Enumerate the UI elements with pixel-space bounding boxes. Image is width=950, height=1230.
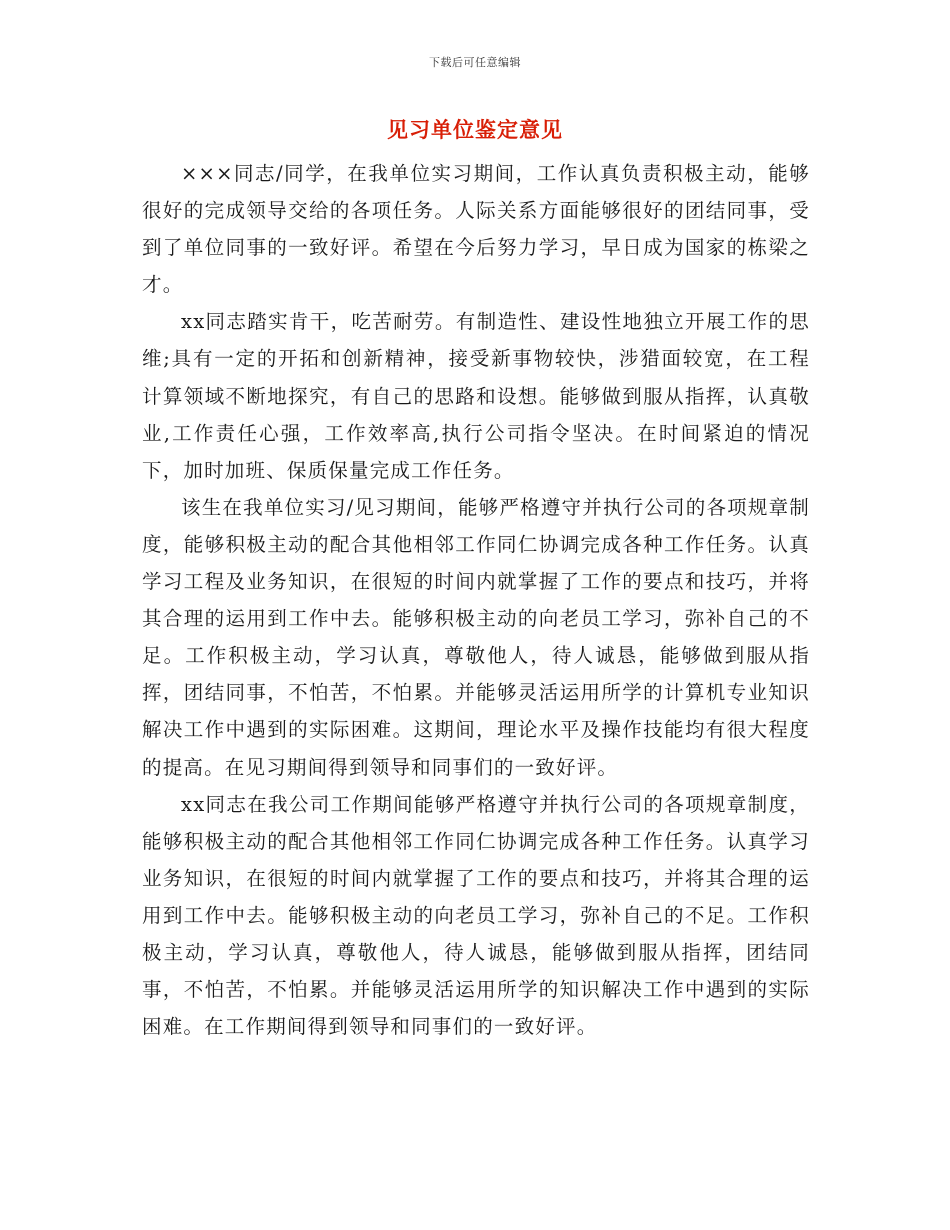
header-note: 下载后可任意编辑 <box>429 56 521 69</box>
document-body <box>142 155 810 1045</box>
paragraph: ×××同志/同学，在我单位实习期间，工作认真负责积极主动，能够很好的完成领导交给的各项任务。人际关系方面能够很好的团结同事，受到了单位同事的一致好评。希望在今后努力学习，早日成为国家的栋梁之才。 <box>142 162 810 297</box>
paragraph: xx同志在我公司工作期间能够严格遵守并执行公司的各项规章制度，能够积极主动的配合其他相邻工作同仁协调完成各种工作任务。认真学习业务知识，在很短的时间内就掌握了工作的要点和技巧，并将其合理的运用到工作中去。能够积极主动的向老员工学习，弥补自己的不足。工作积极主动，学习认真，尊敬他人，待人诚恳，能够做到服从指挥，团结同事，不怕苦，不怕累。并能够灵活运用所学的知识解决工作中遇到的实际困难。在工作期间得到领导和同事们的一致好评。 <box>142 792 810 1039</box>
document-title: 见习单位鉴定意见 <box>387 117 563 142</box>
paragraph: xx同志踏实肯干，吃苦耐劳。有制造性、建设性地独立开展工作的思维;具有一定的开拓和创新精神，接受新事物较快，涉猎面较宽，在工程计算领域不断地探究，有自己的思路和设想。能够做到服从指挥，认真敬业,工作责任心强，工作效率高,执行公司指令坚决。在时间紧迫的情况下，加时加班、保质保量完成工作任务。 <box>142 310 810 482</box>
paragraph: 该生在我单位实习/见习期间，能够严格遵守并执行公司的各项规章制度，能够积极主动的配合其他相邻工作同仁协调完成各种工作任务。认真学习工程及业务知识，在很短的时间内就掌握了工作的要点和技巧，并将其合理的运用到工作中去。能够积极主动的向老员工学习，弥补自己的不足。工作积极主动，学习认真，尊敬他人，待人诚恳，能够做到服从指挥，团结同事，不怕苦，不怕累。并能够灵活运用所学的计算机专业知识解决工作中遇到的实际困难。这期间，理论水平及操作技能均有很大程度的提高。在见习期间得到领导和同事们的一致好评。 <box>142 495 810 779</box>
